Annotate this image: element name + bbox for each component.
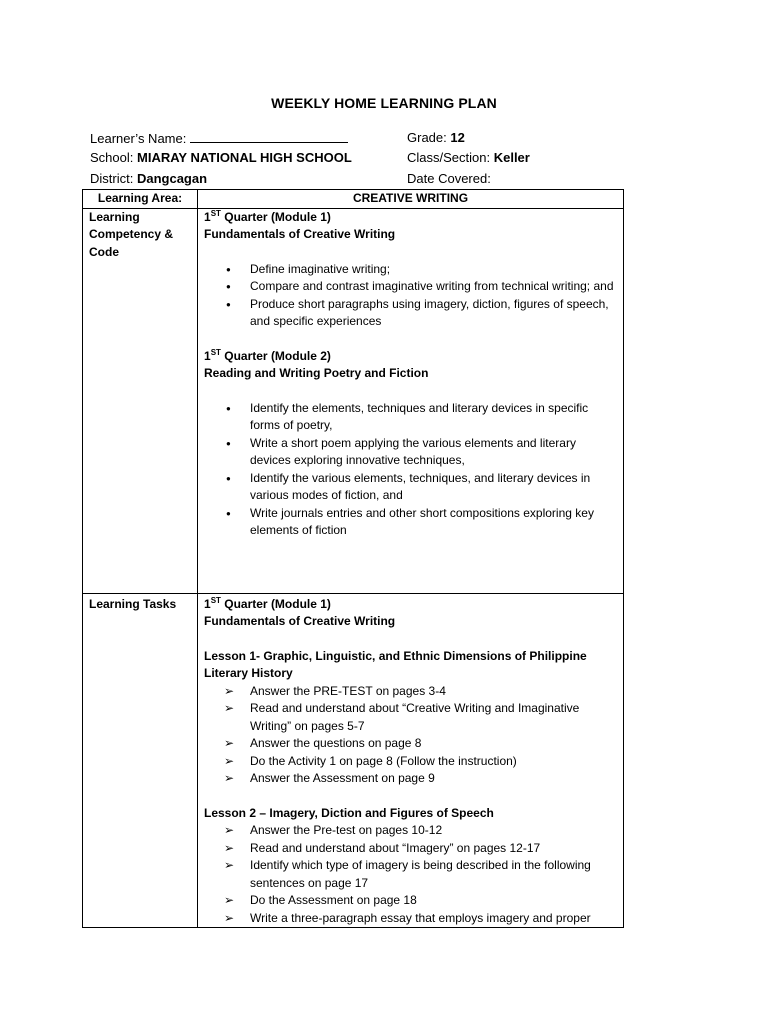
learning-area-value: CREATIVE WRITING xyxy=(198,190,624,209)
district-line xyxy=(90,171,207,187)
competency-content xyxy=(198,208,624,593)
school-value: MIARAY NATIONAL HIGH SCHOOL xyxy=(137,150,352,165)
lesson2-task-list xyxy=(204,822,617,927)
learner-name-line xyxy=(90,130,348,147)
school-label: School: xyxy=(90,150,134,165)
lesson1-task-list xyxy=(204,683,617,788)
tasks-row xyxy=(83,593,624,928)
date-covered-line xyxy=(407,171,491,187)
list-item: ➢ Read and understand about “Creative Writing and Imaginative Writing” on pages 5-7 xyxy=(224,700,617,735)
competency-module2-subtitle: Reading and Writing Poetry and Fiction xyxy=(204,366,429,380)
list-item: ● Write journals entries and other short compositions exploring key elements of fiction xyxy=(224,505,617,540)
grade-value: 12 xyxy=(450,130,465,145)
grade-label: Grade: xyxy=(407,130,447,145)
list-item: ➢ Answer the questions on page 8 xyxy=(224,735,617,753)
list-item: ➢ Answer the PRE-TEST on pages 3-4 xyxy=(224,683,617,701)
list-item: ● Write a short poem applying the various elements and literary devices exploring innovative techniques, xyxy=(224,435,617,470)
district-value: Dangcagan xyxy=(136,171,208,186)
competency-row xyxy=(83,208,624,593)
list-item: ● Compare and contrast imaginative writing from technical writing; and xyxy=(224,278,617,296)
section-line xyxy=(407,150,530,166)
competency-module2-list xyxy=(204,400,617,540)
learning-tasks-label: Learning Tasks xyxy=(83,593,198,928)
district-label: District: xyxy=(90,171,134,186)
school-line xyxy=(90,150,352,166)
learning-tasks-content xyxy=(198,593,624,928)
learning-area-row xyxy=(83,190,624,209)
section-label: Class/Section: xyxy=(407,150,491,165)
date-covered-label: Date Covered: xyxy=(407,171,491,186)
lesson2-title: Lesson 2 – Imagery, Diction and Figures of Speech xyxy=(204,805,494,820)
page-title: WEEKLY HOME LEARNING PLAN xyxy=(271,95,497,111)
list-item: ➢ Do the Assessment on page 18 xyxy=(224,892,617,910)
list-item: ➢ Read and understand about “Imagery” on pages 12-17 xyxy=(224,840,617,858)
section-value: Keller xyxy=(493,150,530,165)
list-item: ➢ Answer the Assessment on page 9 xyxy=(224,770,617,788)
tasks-module1-heading: 1ST Quarter (Module 1) xyxy=(204,595,331,611)
list-item: ● Produce short paragraphs using imagery, diction, figures of speech, and specific experiences xyxy=(224,296,617,331)
list-item: ➢ Write a three-paragraph essay that employs imagery and proper xyxy=(224,910,617,928)
tasks-module1-subtitle: Fundamentals of Creative Writing xyxy=(204,614,396,628)
lesson1-title: Lesson 1- Graphic, Linguistic, and Ethnic Dimensions of Philippine Literary History xyxy=(204,648,587,680)
learner-name-blank xyxy=(190,130,348,143)
competency-module2-heading: 1ST Quarter (Module 2) xyxy=(204,347,331,363)
list-item: ● Define imaginative writing; xyxy=(224,261,617,279)
learning-area-label: Learning Area: xyxy=(83,190,198,209)
list-item: ➢ Answer the Pre-test on pages 10-12 xyxy=(224,822,617,840)
list-item: ➢ Do the Activity 1 on page 8 (Follow the instruction) xyxy=(224,753,617,771)
list-item: ● Identify the elements, techniques and literary devices in specific forms of poetry, xyxy=(224,400,617,435)
learning-plan-table xyxy=(82,189,624,928)
grade-line xyxy=(407,130,465,146)
list-item: ➢ Identify which type of imagery is being described in the following sentences on page 17 xyxy=(224,857,617,892)
competency-module1-heading: 1ST Quarter (Module 1) xyxy=(204,208,331,224)
learner-name-label: Learner’s Name: xyxy=(90,131,187,146)
competency-module1-subtitle: Fundamentals of Creative Writing xyxy=(204,227,396,241)
list-item: ● Identify the various elements, techniques, and literary devices in various modes of fiction, and xyxy=(224,470,617,505)
competency-label: Learning Competency & Code xyxy=(83,208,198,593)
competency-module1-list xyxy=(204,261,617,331)
